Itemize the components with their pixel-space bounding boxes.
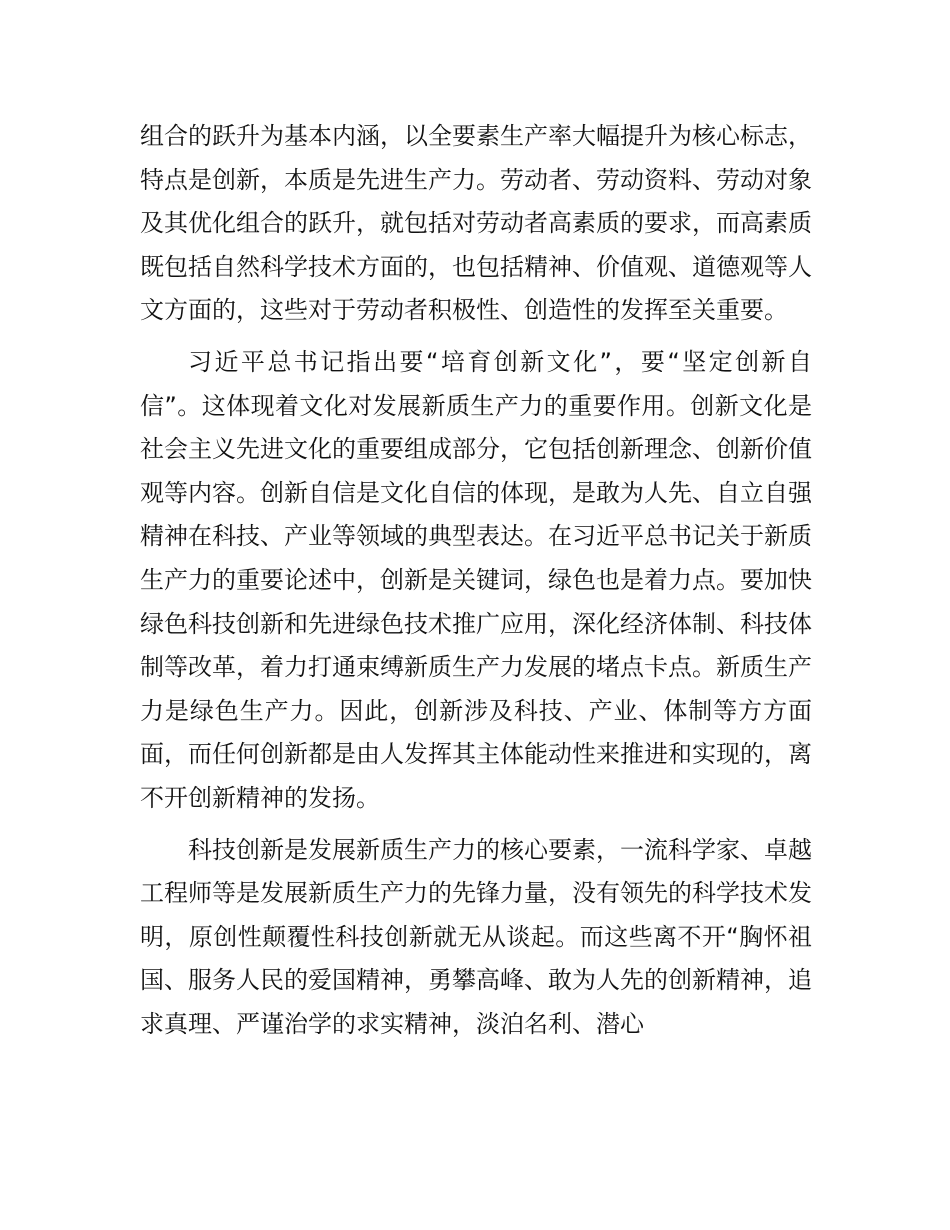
paragraph-2: 习近平总书记指出要“培育创新文化”，要“坚定创新自信”。这体现着文化对发展新质生产力的重要作用。创新文化是社会主义先进文化的重要组成部分，它包括创新理念、创新价值观等内容。创新自信是文化自信的体现，是敢为人先、自立自强精神在科技、产业等领域的典型表达。在习近平总书记关于新质生产力的重要论述中，创新是关键词，绿色也是着力点。要加快绿色科技创新和先进绿色技术推广应用，深化经济体制、科技体制等改革，着力打通束缚新质生产力发展的堵点卡点。新质生产力是绿色生产力。因此，创新涉及科技、产业、体制等方方面面，而任何创新都是由人发挥其主体能动性来推进和实现的，离不开创新精神的发扬。: [140, 347, 812, 812]
paragraph-3: 科技创新是发展新质生产力的核心要素，一流科学家、卓越工程师等是发展新质生产力的先锋力量，没有领先的科学技术发明，原创性颠覆性科技创新就无从谈起。而这些离不开“胸怀祖国、服务人民的爱国精神，勇攀高峰、敢为人先的创新精神，追求真理、严谨治学的求实精神，淡泊名利、潜心: [140, 835, 812, 1038]
paragraph-1: 组合的跃升为基本内涵，以全要素生产率大幅提升为核心标志，特点是创新，本质是先进生产力。劳动者、劳动资料、劳动对象及其优化组合的跃升，就包括对劳动者高素质的要求，而高素质既包括自然科学技术方面的，也包括精神、价值观、道德观等人文方面的，这些对于劳动者积极性、创造性的发挥至关重要。: [140, 122, 812, 325]
document-body: [140, 115, 812, 1054]
